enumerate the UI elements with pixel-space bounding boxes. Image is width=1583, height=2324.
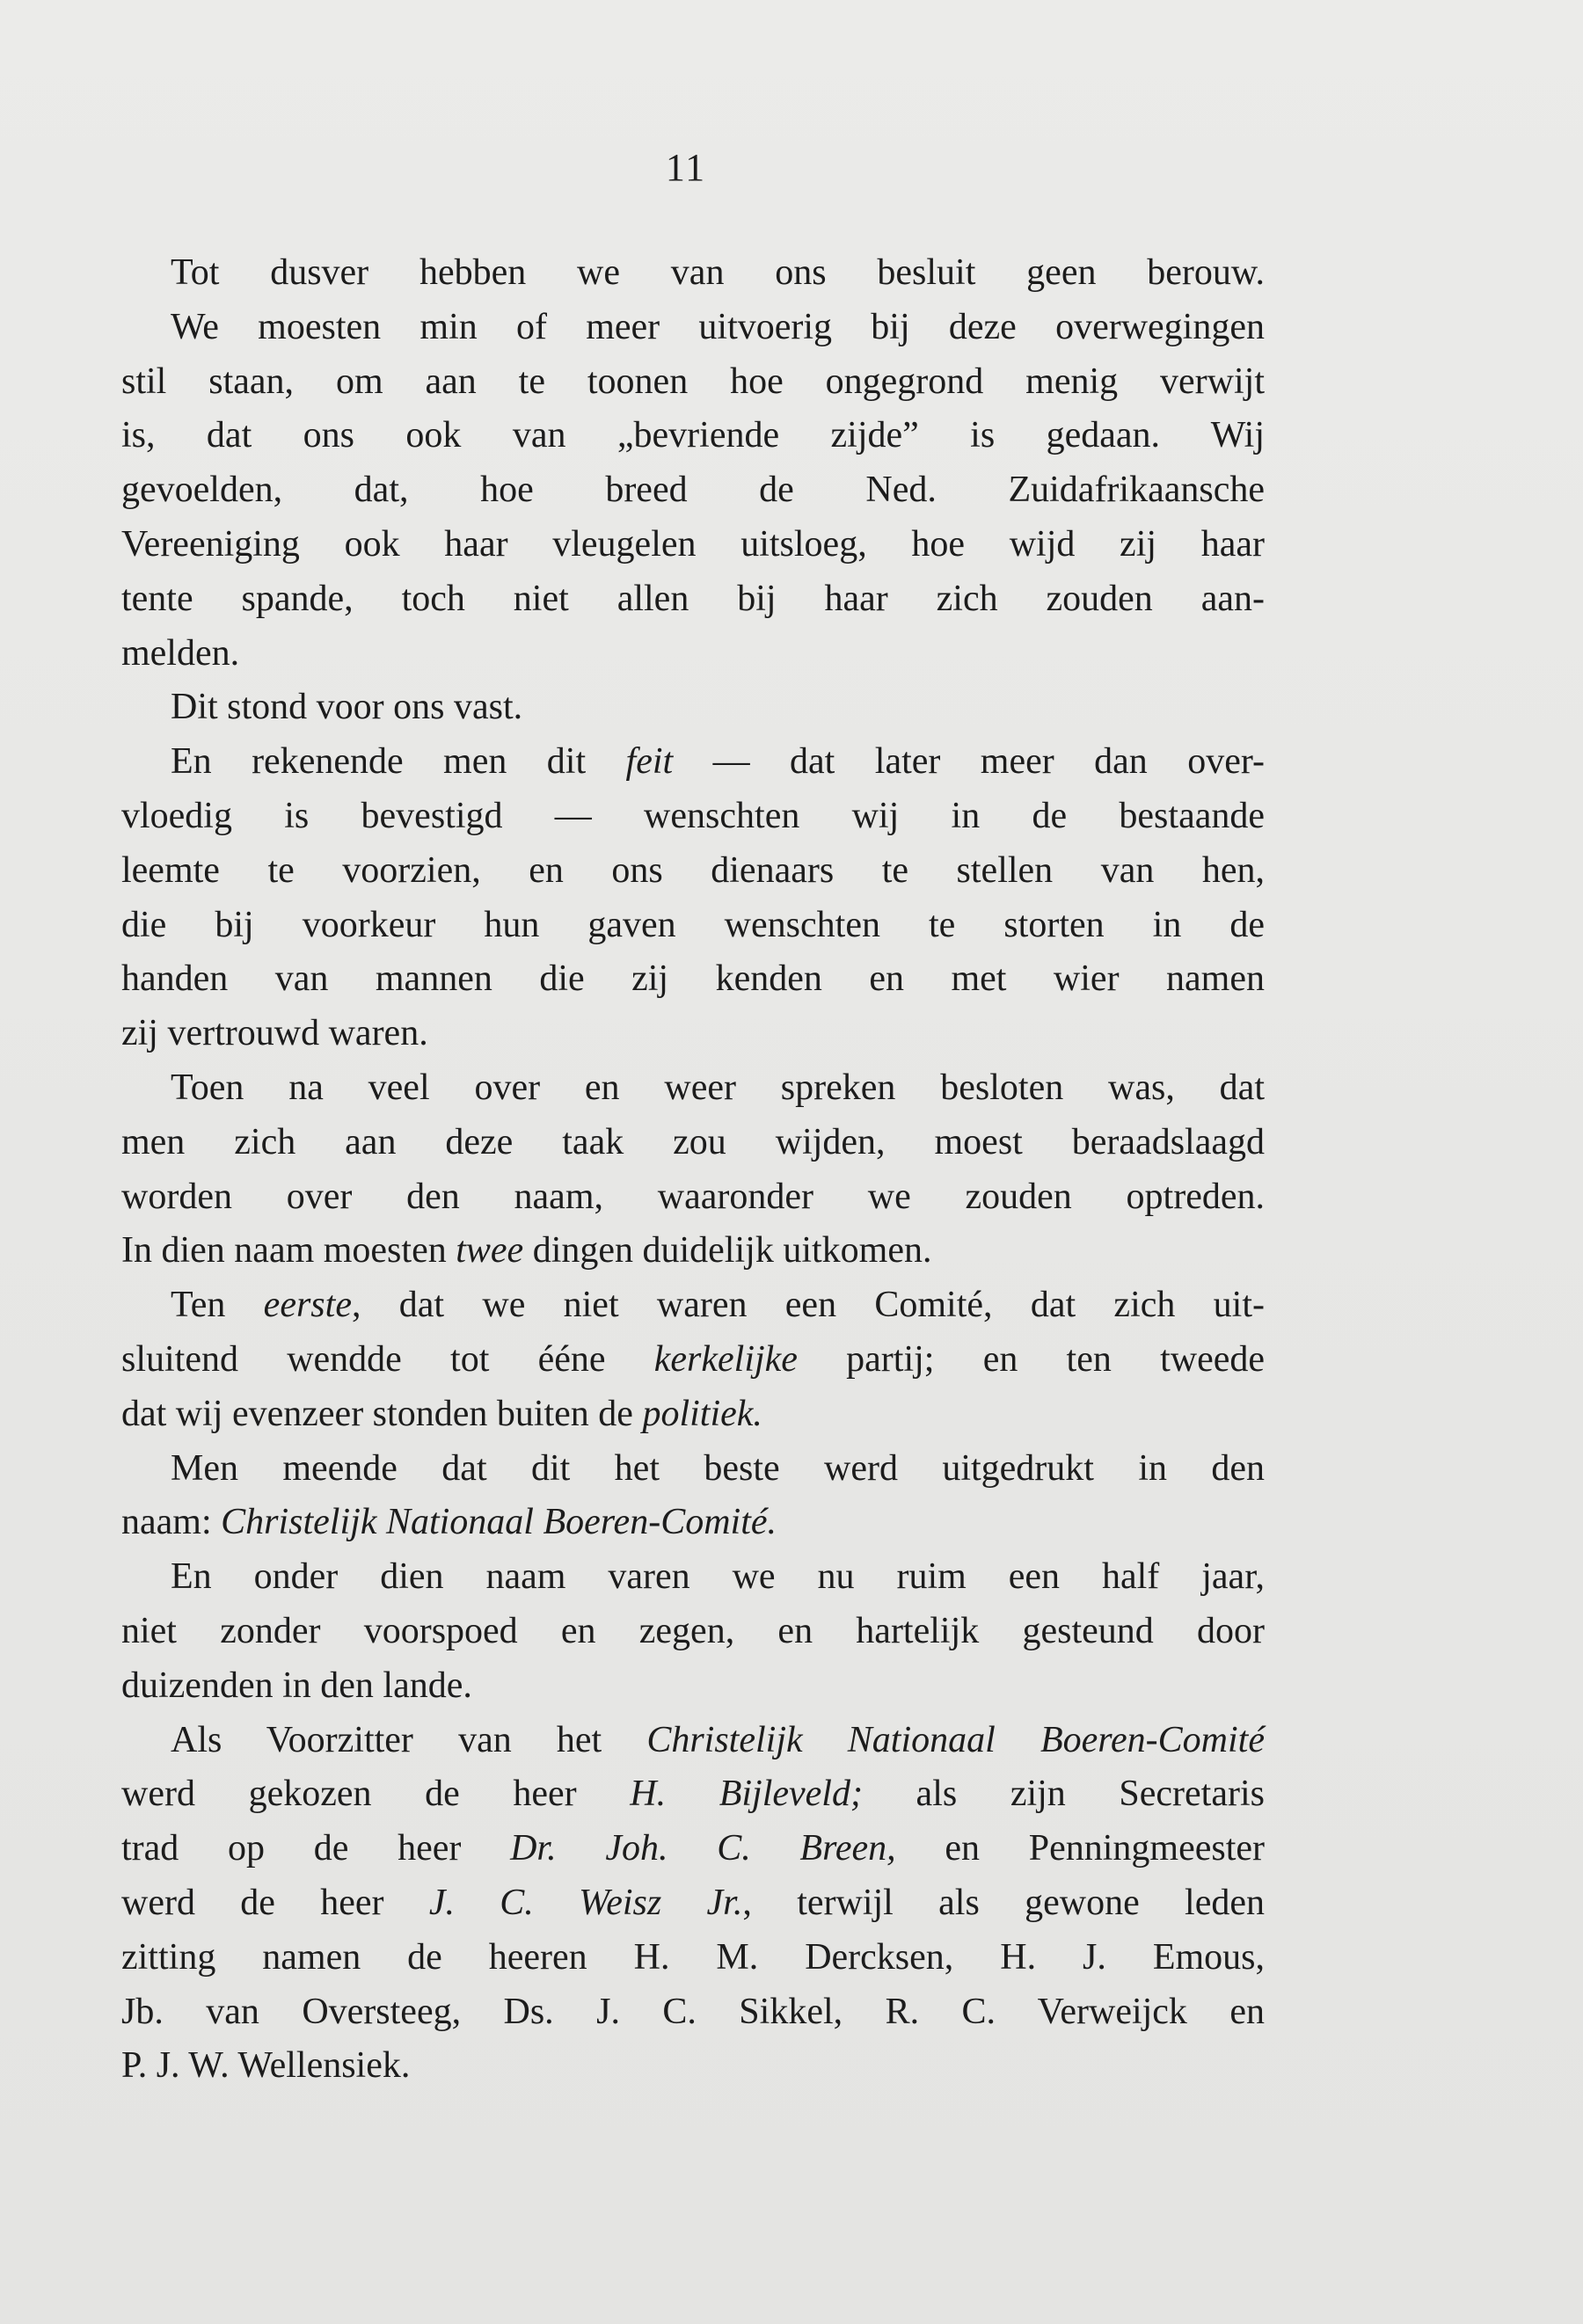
text-segment: dat wij evenzeer stonden buiten de <box>121 1393 643 1434</box>
text-line <box>121 1279 1265 1333</box>
text-line <box>121 844 1265 899</box>
text-line <box>121 1170 1265 1225</box>
text-segment: Vereeniging ook haar vleugelen uitsloeg, hoe wijd zij haar <box>121 523 1265 565</box>
text-line <box>121 1876 1265 1931</box>
text-line <box>121 1333 1265 1388</box>
text-line <box>121 1116 1265 1170</box>
italic-text: politiek. <box>642 1393 762 1434</box>
text-segment: dingen duidelijk uitkomen. <box>523 1230 932 1271</box>
text-segment: worden over den naam, waaronder we zouden optreden. <box>121 1176 1265 1217</box>
text-line <box>121 1496 1265 1550</box>
text-line <box>121 1822 1265 1876</box>
page-number: 11 <box>665 146 707 189</box>
text-segment: We moesten min of meer uitvoerig bij deze overwegingen <box>171 306 1265 347</box>
text-segment: Men meende dat dit het beste werd uitgedrukt in den <box>171 1447 1265 1489</box>
text-line <box>121 735 1265 790</box>
text-line <box>121 1931 1265 1985</box>
text-line <box>121 1550 1265 1605</box>
text-segment: die bij voorkeur hun gaven wenschten te storten in de <box>121 904 1265 945</box>
text-line <box>121 246 1265 301</box>
text-segment: — dat later meer dan over- <box>673 741 1265 783</box>
text-segment: trad op de heer <box>121 1828 511 1869</box>
text-line <box>121 572 1265 627</box>
text-line <box>121 952 1265 1007</box>
text-segment: Dit stond voor ons vast. <box>171 687 523 728</box>
text-segment: melden. <box>121 632 240 674</box>
text-line <box>121 2039 1265 2094</box>
text-segment: gevoelden, dat, hoe breed de Ned. Zuidafrikaansche <box>121 470 1265 511</box>
text-segment: partij; en ten tweede <box>797 1338 1266 1380</box>
text-line <box>121 899 1265 953</box>
italic-text: J. C. Weisz Jr. <box>428 1882 743 1923</box>
text-line <box>121 355 1265 410</box>
text-segment: leemte te voorzien, en ons dienaars te stellen van hen, <box>121 849 1265 891</box>
text-segment: En onder dien naam varen we nu ruim een half jaar, <box>171 1556 1265 1598</box>
italic-text: Christelijk Nationaal Boeren-Comité <box>646 1719 1265 1760</box>
text-line <box>121 1714 1265 1768</box>
text-segment: tente spande, toch niet allen bij haar zich zouden aan- <box>121 578 1265 619</box>
body-text <box>121 246 1265 2094</box>
text-segment: niet zonder voorspoed en zegen, en hartelijk gesteund door <box>121 1610 1265 1651</box>
text-segment: In dien naam moesten <box>121 1230 456 1271</box>
text-line <box>121 1007 1265 1061</box>
italic-text: H. Bijleveld; <box>630 1774 863 1815</box>
text-segment: vloedig is bevestigd — wenschten wij in de bestaande <box>121 795 1265 836</box>
text-line <box>121 301 1265 355</box>
text-segment: men zich aan deze taak zou wijden, moest beraadslaagd <box>121 1121 1265 1162</box>
text-line <box>121 463 1265 518</box>
text-segment: , terwijl als gewone leden <box>742 1882 1265 1923</box>
italic-text: Christelijk Nationaal Boeren-Comité. <box>221 1502 777 1543</box>
italic-text: Dr. Joh. C. Breen, <box>510 1828 896 1869</box>
text-segment: werd de heer <box>121 1882 429 1923</box>
text-line <box>121 1985 1265 2040</box>
text-segment: P. J. W. Wellensiek. <box>121 2045 411 2087</box>
text-line <box>121 1388 1265 1442</box>
text-segment: Tot dusver hebben we van ons besluit geen berouw. <box>171 252 1265 293</box>
text-segment: sluitend wendde tot ééne <box>121 1338 654 1380</box>
text-segment: , dat we niet waren een Comité, dat zich uit- <box>351 1285 1265 1326</box>
text-line <box>121 627 1265 681</box>
text-line <box>121 1061 1265 1116</box>
text-segment: Jb. van Oversteeg, Ds. J. C. Sikkel, R. C. Verweijck en <box>121 1991 1265 2032</box>
text-line <box>121 1224 1265 1279</box>
text-segment: werd gekozen de heer <box>121 1774 631 1815</box>
text-segment: duizenden in den lande. <box>121 1665 472 1706</box>
text-segment: naam: <box>121 1502 222 1543</box>
text-segment: En rekenende men dit <box>171 741 626 783</box>
text-segment: en Penningmeester <box>895 1828 1265 1869</box>
text-segment: als zijn Secretaris <box>862 1774 1265 1815</box>
text-segment: Toen na veel over en weer spreken besloten was, dat <box>171 1067 1265 1108</box>
text-line <box>121 1767 1265 1822</box>
text-line <box>121 1605 1265 1659</box>
text-line <box>121 790 1265 844</box>
text-line <box>121 409 1265 463</box>
text-segment: zij vertrouwd waren. <box>121 1013 428 1054</box>
text-segment: Ten <box>171 1285 264 1326</box>
text-segment: zitting namen de heeren H. M. Dercksen, H. J. Emous, <box>121 1936 1265 1978</box>
text-segment: stil staan, om aan te toonen hoe ongegrond menig verwijt <box>121 361 1265 402</box>
text-line <box>121 1442 1265 1497</box>
text-line <box>121 681 1265 735</box>
text-segment: handen van mannen die zij kenden en met wier namen <box>121 958 1265 1000</box>
text-segment: is, dat ons ook van „bevriende zijde” is gedaan. Wij <box>121 415 1265 456</box>
text-segment: Als Voorzitter van het <box>171 1719 647 1760</box>
text-line <box>121 518 1265 572</box>
italic-text: twee <box>456 1230 524 1271</box>
italic-text: feit <box>625 741 674 783</box>
italic-text: eerste <box>263 1285 352 1326</box>
text-line <box>121 1659 1265 1714</box>
italic-text: kerkelijke <box>653 1338 798 1380</box>
